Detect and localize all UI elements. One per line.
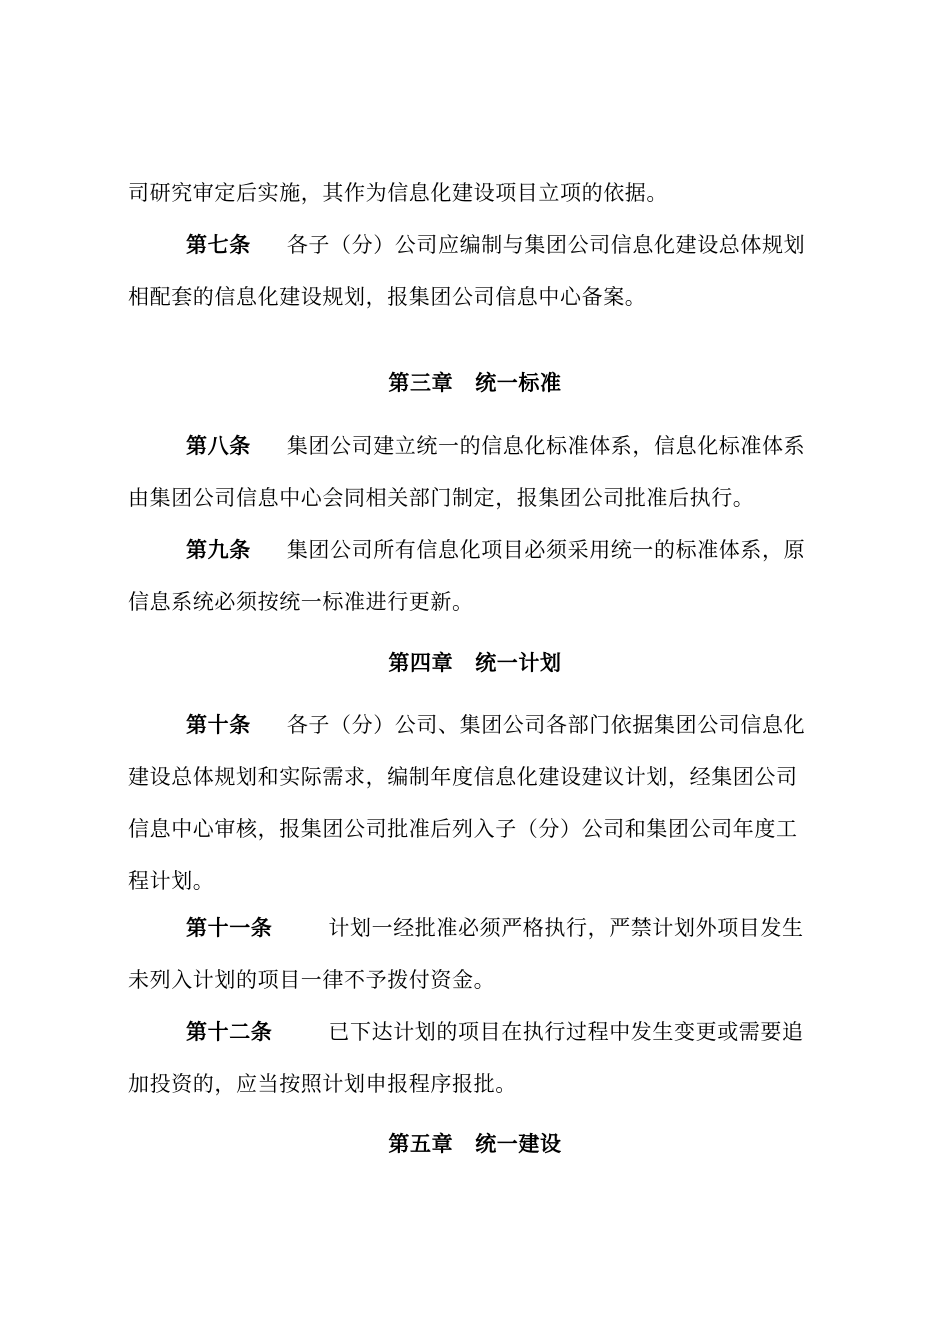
article-label: 第八条 <box>186 434 251 458</box>
article-label: 第九条 <box>186 538 251 562</box>
article-text: 集团公司所有信息化项目必须采用统一的标准体系，原 <box>286 538 806 562</box>
article-text: 集团公司建立统一的信息化标准体系，信息化标准体系 <box>286 434 806 458</box>
paragraph-line <box>128 762 798 792</box>
paragraph-line <box>128 866 214 896</box>
article-label: 第十一条 <box>186 916 273 940</box>
chapter-title: 统一标准 <box>475 371 562 395</box>
chapter-heading <box>0 648 950 678</box>
paragraph-text: 信息中心审核，报集团公司批准后列入子（分）公司和集团公司年度工 <box>128 817 798 841</box>
article-text: 各子（分）公司、集团公司各部门依据集团公司信息化 <box>286 713 806 737</box>
paragraph-text: 信息系统必须按统一标准进行更新。 <box>128 590 474 614</box>
article-label: 第七条 <box>186 233 251 257</box>
article-text: 各子（分）公司应编制与集团公司信息化建设总体规划 <box>286 233 806 257</box>
paragraph-text: 建设总体规划和实际需求，编制年度信息化建设建议计划，经集团公司 <box>128 765 798 789</box>
chapter-title: 统一计划 <box>475 651 562 675</box>
article-text: 计划一经批准必须严格执行，严禁计划外项目发生 <box>328 916 804 940</box>
paragraph-text: 由集团公司信息中心会同相关部门制定，报集团公司批准后执行。 <box>128 486 755 510</box>
article-9 <box>186 535 805 565</box>
article-label: 第十条 <box>186 713 251 737</box>
paragraph-text: 相配套的信息化建设规划，报集团公司信息中心备案。 <box>128 285 647 309</box>
paragraph-line <box>128 1069 517 1099</box>
chapter-heading <box>0 368 950 398</box>
article-11 <box>186 913 804 943</box>
article-7 <box>186 230 805 260</box>
paragraph-text: 程计划。 <box>128 869 215 893</box>
paragraph-text: 司研究审定后实施，其作为信息化建设项目立项的依据。 <box>128 181 668 205</box>
chapter-label: 第四章 <box>388 651 454 675</box>
paragraph-line <box>128 587 474 617</box>
paragraph-line <box>128 282 646 312</box>
article-12 <box>186 1017 804 1047</box>
paragraph-text: 未列入计划的项目一律不予拨付资金。 <box>128 968 496 992</box>
paragraph-line <box>128 178 668 208</box>
chapter-label: 第五章 <box>388 1132 454 1156</box>
article-text: 已下达计划的项目在执行过程中发生变更或需要追 <box>328 1020 804 1044</box>
paragraph-line <box>128 814 798 844</box>
article-10 <box>186 710 805 740</box>
chapter-heading <box>0 1129 950 1159</box>
article-label: 第十二条 <box>186 1020 273 1044</box>
paragraph-line <box>128 483 754 513</box>
chapter-label: 第三章 <box>388 371 454 395</box>
paragraph-text: 加投资的，应当按照计划申报程序报批。 <box>128 1072 517 1096</box>
chapter-title: 统一建设 <box>475 1132 562 1156</box>
paragraph-line <box>128 965 495 995</box>
article-8 <box>186 431 805 461</box>
